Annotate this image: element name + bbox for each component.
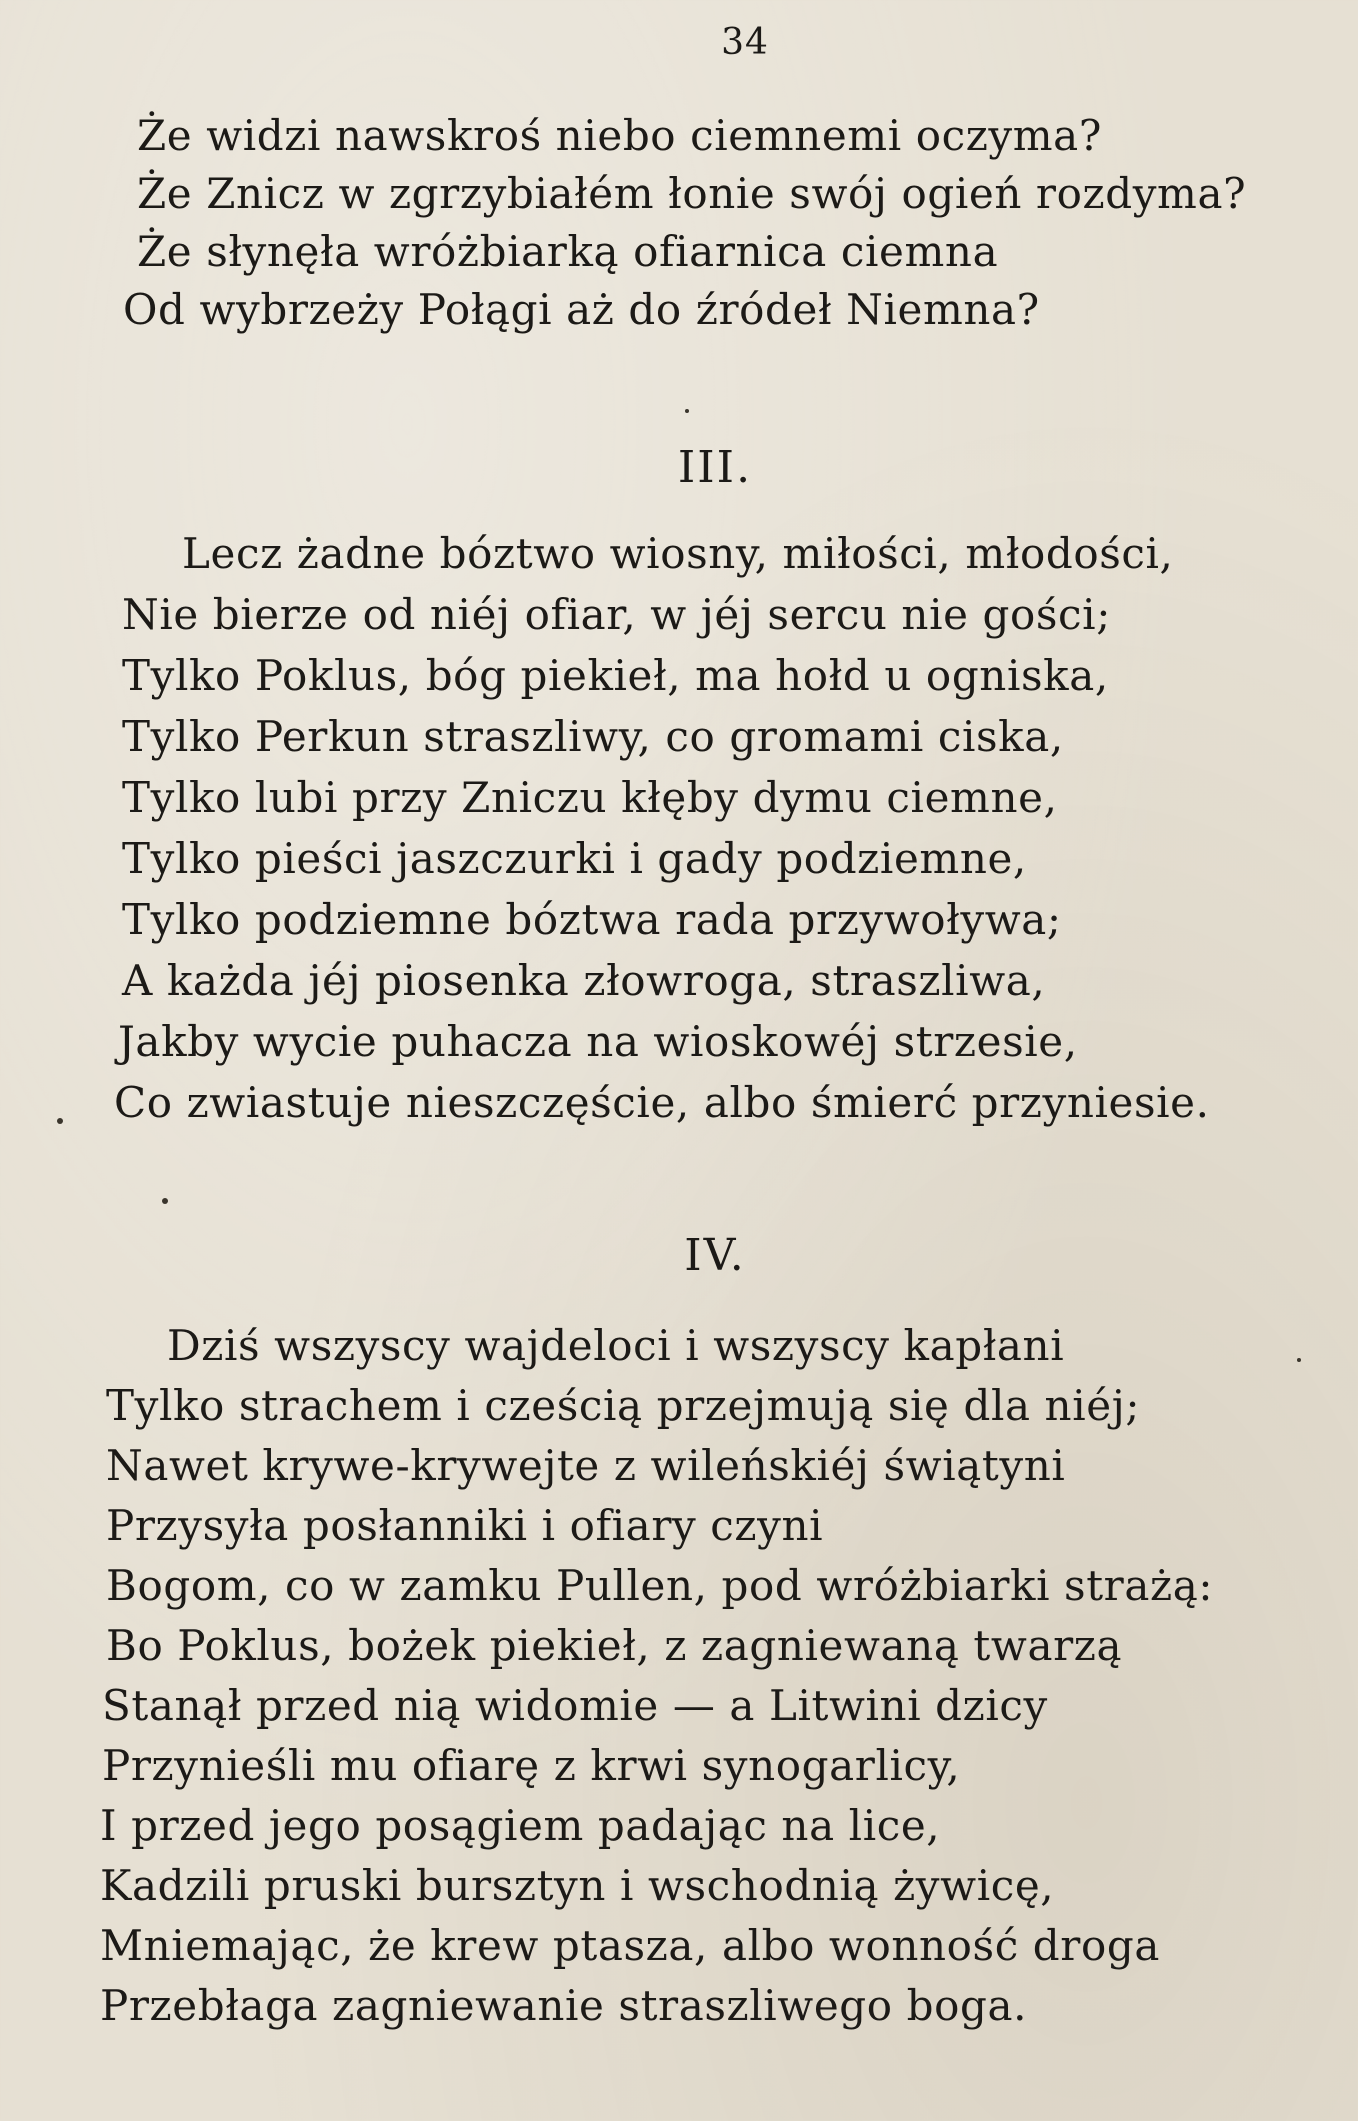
verse-line: Od wybrzeży Połągi aż do źródeł Niemna? [123,285,1040,334]
verse-line: Że Znicz w zgrzybiałém łonie swój ogień rozdyma? [137,169,1247,218]
verse-line: Tylko Perkun straszliwy, co gromami ciska, [122,712,1064,761]
verse-line: Że widzi nawskroś niebo ciemnemi oczyma? [137,111,1102,160]
verse-line: Mniemając, że krew ptasza, albo wonność droga [100,1921,1160,1970]
verse-line: Tylko strachem i cześcią przejmują się dla niéj; [106,1381,1141,1430]
verse-line: Stanął przed nią widomie — a Litwini dzicy [102,1681,1048,1730]
verse-line: Bo Poklus, bożek piekieł, z zagniewaną twarzą [106,1621,1123,1670]
section-heading-iv: IV. [684,1230,746,1281]
verse-line: A każda jéj piosenka złowroga, straszliwa, [122,956,1046,1005]
verse-line: Jakby wycie puhacza na wioskowéj strzesie, [118,1017,1078,1066]
verse-line: Kadzili pruski bursztyn i wschodnią żywicę, [100,1861,1055,1910]
section-heading-iii: III. [677,442,753,493]
verse-line: Tylko pieści jaszczurki i gady podziemne, [122,834,1027,883]
verse-line: Dziś wszyscy wajdeloci i wszyscy kapłani [167,1321,1065,1370]
paper-speck [685,409,689,413]
verse-line: Co zwiastuje nieszczęście, albo śmierć przyniesie. [114,1078,1210,1127]
verse-line: Nie bierze od niéj ofiar, w jéj sercu nie gości; [122,590,1111,639]
verse-line: I przed jego posągiem padając na lice, [100,1801,941,1850]
paper-speck [1297,1358,1301,1362]
verse-line: Tylko lubi przy Zniczu kłęby dymu ciemne, [122,773,1058,822]
verse-line: Tylko Poklus, bóg piekieł, ma hołd u ogniska, [122,651,1109,700]
verse-line: Nawet krywe-krywejte z wileńskiéj świątyni [106,1441,1066,1490]
verse-line: Przysyła posłanniki i ofiary czyni [106,1501,824,1550]
verse-line: Tylko podziemne bóztwa rada przywoływa; [122,895,1062,944]
paper-speck [162,1198,168,1204]
page-number: 34 [721,22,769,63]
verse-line: Bogom, co w zamku Pullen, pod wróżbiarki strażą: [106,1561,1214,1610]
paper-speck [57,1118,63,1124]
verse-line: Że słynęła wróżbiarką ofiarnica ciemna [137,227,999,276]
verse-line: Przebłaga zagniewanie straszliwego boga. [100,1981,1028,2030]
verse-line: Lecz żadne bóztwo wiosny, miłości, młodości, [182,529,1174,578]
verse-line: Przynieśli mu ofiarę z krwi synogarlicy, [102,1741,961,1790]
